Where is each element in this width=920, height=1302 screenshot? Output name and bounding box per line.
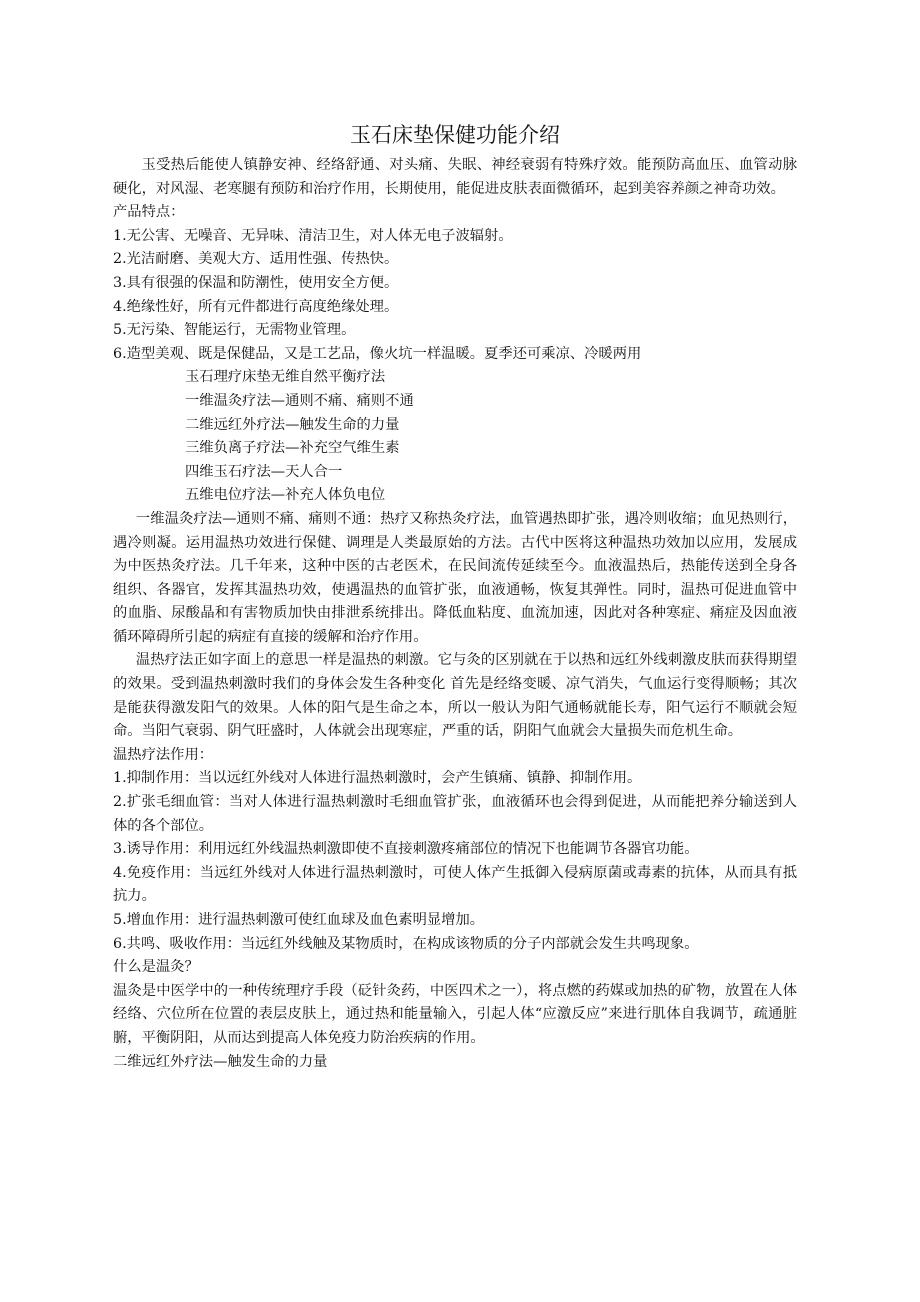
feature-item: 5.无污染、智能运行，无需物业管理。: [113, 322, 356, 339]
effect-item: 4.免疫作用：当远红外线对人体进行温热刺激时，可使人体产生抵御入侵病原菌或毒素的抗体，从而具有抵抗力。: [113, 864, 797, 905]
therapy-method-item: 二维远红外疗法—触发生命的力量: [185, 416, 400, 433]
intro-paragraph: 玉受热后能使人镇静安神、经络舒通、对头痛、失眠、神经衰弱有特殊疗效。能预防高血压、血管动脉硬化，对风湿、老寒腿有预防和治疗作用，长期使用，能促进皮肤表面微循环，起到美容养颜之神奇功效。: [113, 157, 797, 197]
document-title: 玉石床垫保健功能介绍: [350, 123, 560, 147]
therapy-method-item: 五维电位疗法—补充人体负电位: [185, 487, 386, 504]
effect-item: 3.诱导作用：利用远红外线温热刺激即使不直接刺激疼痛部位的情况下也能调节各器官功能。: [113, 841, 699, 858]
effects-heading: 温热疗法作用：: [113, 746, 214, 763]
feature-item: 3.具有很强的保温和防潮性，使用安全方便。: [113, 274, 399, 291]
feature-item: 6.造型美观、既是保健品，又是工艺品，像火坑一样温暖。夏季还可乘凉、冷暖两用: [113, 345, 642, 362]
effect-item: 2.扩张毛细血管：当对人体进行温热刺激时毛细血管扩张，血液循环也会得到促进，从而能把养分输送到人体的各个部位。: [113, 794, 797, 834]
therapy-method-item: 三维负离子疗法—补充空气维生素: [185, 440, 400, 457]
features-heading: 产品特点：: [113, 204, 185, 221]
effects-list: [113, 767, 797, 956]
one-dimension-paragraph: 一维温灸疗法—通则不痛、痛则不通：热疗又称热灸疗法，血管遇热即扩张，遇冷则收缩；血见热则行，遇冷则凝。运用温热功效进行保健、调理是人类最原始的方法。古代中医将这种温热功效加以应用，发展成为中医热灸疗法。几千年来，这种中医的古老医术，在民间流传延续至今。血液温热后，热能传送到全身各组织、各器官，发挥其温热功效，使遇温热的血管扩张，血液通畅，恢复其弹性。同时，温热可促进血管中的血脂、尿酸晶和有害物质加快由排泄系统排出。降低血粘度、血流加速，因此对各种寒症、痛症及因血液循环障碍所引起的病症有直接的缓解和治疗作用。: [113, 510, 797, 645]
far-infrared-heading: 二维远红外疗法—触发生命的力量: [113, 1053, 328, 1070]
therapy-method-item: 玉石理疗床垫无维自然平衡疗法: [185, 369, 386, 386]
moxa-heading: 什么是温灸？: [113, 959, 199, 976]
therapy-methods-list: [113, 366, 797, 508]
feature-item: 1.无公害、无噪音、无异味、清洁卫生，对人体无电子波辐射。: [113, 227, 513, 244]
features-list: [113, 225, 797, 367]
feature-item: 2.光洁耐磨、美观大方、适用性强、传热快。: [113, 251, 399, 268]
effect-item: 6.共鸣、吸收作用：当远红外线触及某物质时，在构成该物质的分子内部就会发生共鸣现象。: [113, 935, 699, 952]
therapy-method-item: 四维玉石疗法—天人合一: [185, 463, 343, 480]
moxa-paragraph: 温灸是中医学中的一种传统理疗手段（砭针灸药，中医四术之一），将点燃的药媒或加热的矿物，放置在人体经络、穴位所在位置的表层皮肤上，通过热和能量输入，引起人体“应激反应”来进行肌体自我调节，疏通脏腑，平衡阴阳，从而达到提高人体免疫力防治疾病的作用。: [113, 982, 797, 1046]
document-page: [113, 120, 797, 1074]
effect-item: 5.增血作用：进行温热刺激可使红血球及血色素明显增加。: [113, 912, 485, 928]
heat-therapy-paragraph: 温热疗法正如字面上的意思一样是温热的刺激。它与灸的区别就在于以热和远红外线刺激皮肤而获得期望的效果。受到温热刺激时我们的身体会发生各种变化 首先是经络变暖、凉气消失，气血运行变得顺畅；其次是能获得激发阳气的效果。人体的阳气是生命之本，所以一般认为阳气通畅就能长寿，阳气运行不顺就会短命。当阳气衰弱、阴气旺盛时，人体就会出现寒症，严重的话，阴阳气血就会大量损失而危机生命。: [113, 652, 797, 740]
feature-item: 4.绝缘性好，所有元件都进行高度绝缘处理。: [113, 298, 399, 315]
therapy-method-item: 一维温灸疗法—通则不痛、痛则不通: [185, 392, 414, 409]
effect-item: 1.抑制作用：当以远红外线对人体进行温热刺激时，会产生镇痛、镇静、抑制作用。: [113, 770, 642, 787]
